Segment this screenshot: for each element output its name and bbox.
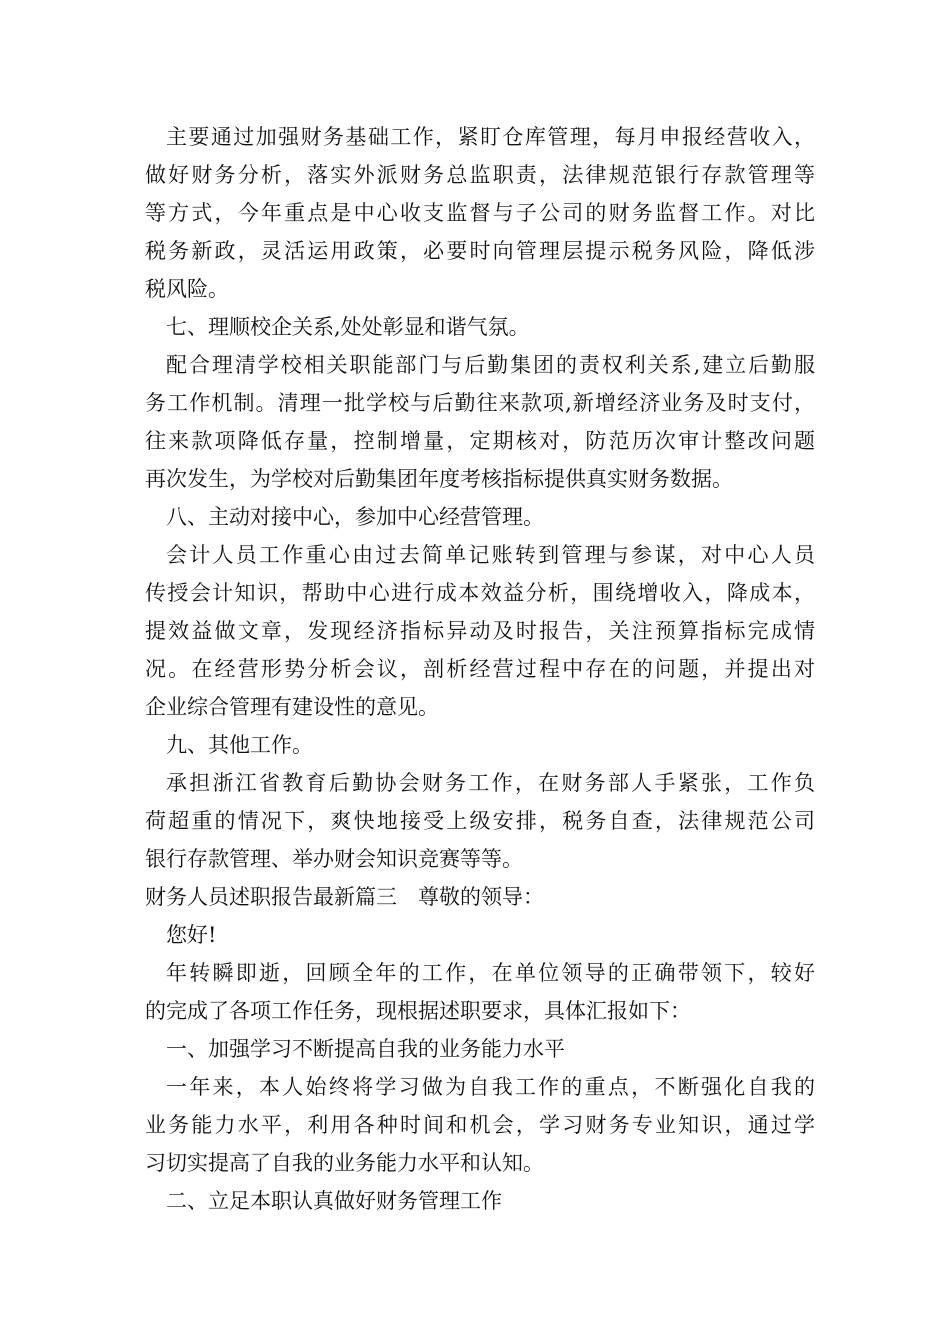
paragraph-line: 一年来，本人始终将学习做为自我工作的重点，不断强化自我的 [166, 1075, 815, 1099]
section-heading: 九、其他工作。 [166, 733, 313, 757]
paragraph-line: 往来款项降低存量，控制增量，定期核对，防范历次审计整改问题 [145, 429, 815, 453]
greeting: 您好! [166, 923, 217, 947]
paragraph-line: 承担浙江省教育后勤协会财务工作，在财务部人手紧张，工作负 [166, 771, 815, 795]
paragraph-line: 习切实提高了自我的业务能力水平和认知。 [145, 1151, 544, 1175]
paragraph-line: 荷超重的情况下，爽快地接受上级安排，税务自查，法律规范公司 [145, 809, 815, 833]
paragraph-line: 传授会计知识，帮助中心进行成本效益分析，围绕增收入，降成本， [145, 581, 815, 605]
paragraph-line: 等方式，今年重点是中心收支监督与子公司的财务监督工作。对比 [145, 201, 815, 225]
report-heading: 财务人员述职报告最新篇三 尊敬的领导： [145, 885, 544, 909]
section-heading: 一、加强学习不断提高自我的业务能力水平 [166, 1037, 565, 1061]
paragraph-line: 税风险。 [145, 277, 229, 301]
paragraph-line: 配合理清学校相关职能部门与后勤集团的责权利关系,建立后勤服 [166, 353, 815, 377]
paragraph-line: 的完成了各项工作任务，现根据述职要求，具体汇报如下： [145, 999, 691, 1023]
paragraph-line: 业务能力水平，利用各种时间和机会，学习财务专业知识，通过学 [145, 1113, 815, 1137]
section-heading: 八、主动对接中心，参加中心经营管理。 [166, 505, 544, 529]
paragraph-line: 会计人员工作重心由过去简单记账转到管理与参谋，对中心人员 [166, 543, 815, 567]
paragraph-line: 银行存款管理、举办财会知识竞赛等等。 [145, 847, 523, 871]
paragraph-line: 务工作机制。清理一批学校与后勤往来款项,新增经济业务及时支付， [145, 391, 815, 415]
paragraph-line: 做好财务分析，落实外派财务总监职责，法律规范银行存款管理等 [145, 163, 815, 187]
paragraph-line: 主要通过加强财务基础工作，紧盯仓库管理，每月申报经营收入， [166, 125, 815, 149]
document-body [145, 118, 815, 1220]
section-heading: 二、立足本职认真做好财务管理工作 [166, 1189, 502, 1213]
paragraph-line: 再次发生，为学校对后勤集团年度考核指标提供真实财务数据。 [145, 467, 733, 491]
paragraph-line: 况。在经营形势分析会议，剖析经营过程中存在的问题，并提出对 [145, 657, 815, 681]
paragraph-line: 提效益做文章，发现经济指标异动及时报告，关注预算指标完成情 [145, 619, 815, 643]
paragraph-line: 年转瞬即逝，回顾全年的工作，在单位领导的正确带领下，较好 [166, 961, 815, 985]
section-heading: 七、理顺校企关系,处处彰显和谐气氛。 [166, 315, 530, 339]
paragraph-line: 企业综合管理有建设性的意见。 [145, 695, 439, 719]
paragraph-line: 税务新政，灵活运用政策，必要时向管理层提示税务风险，降低涉 [145, 239, 815, 263]
